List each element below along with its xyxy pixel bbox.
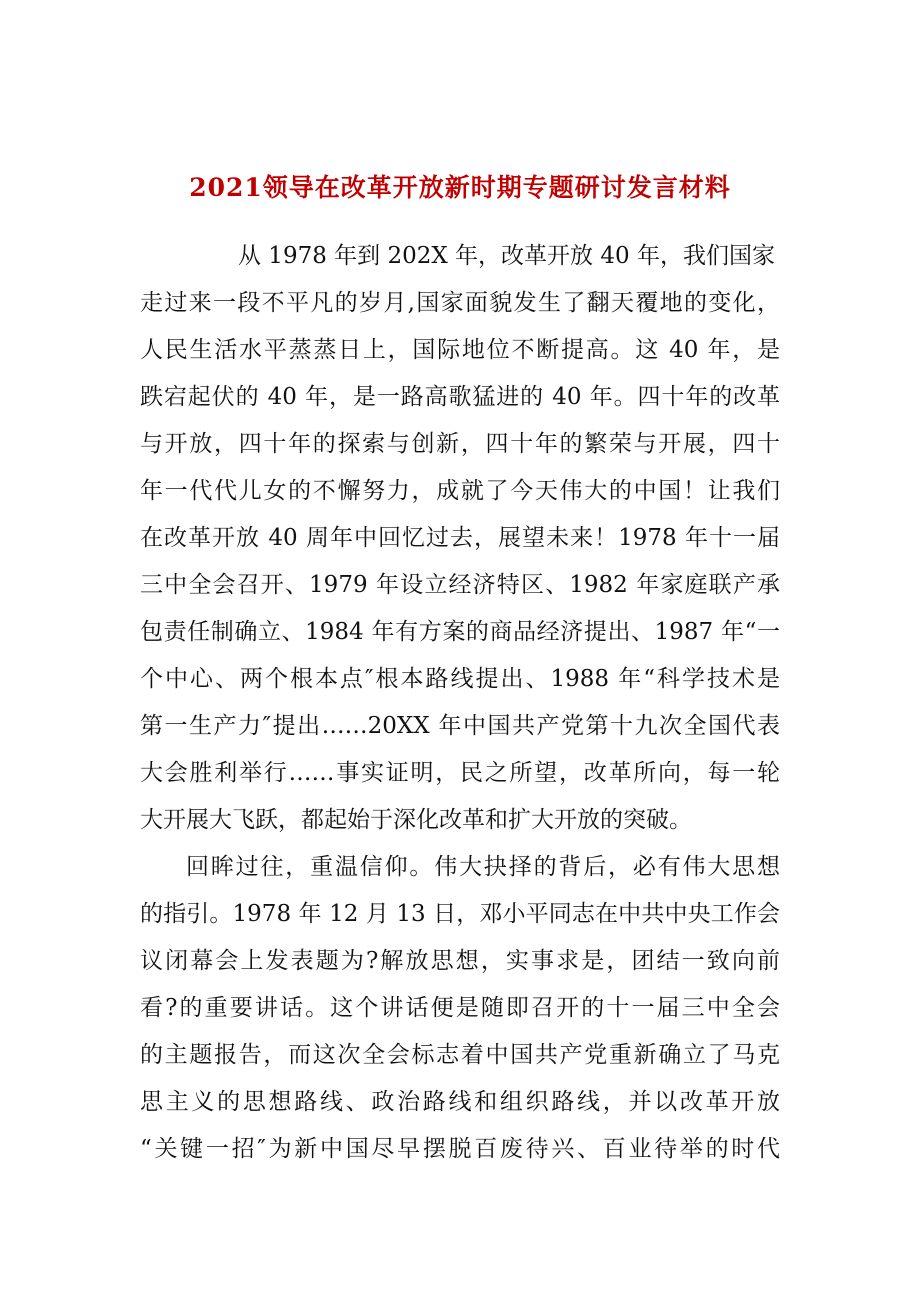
paragraph-line: 回眸过往，重温信仰。伟大抉择的背后，必有伟大思想 (186, 854, 780, 880)
paragraph-line: 与开放，四十年的探索与创新，四十年的繁荣与开展，四十 (140, 431, 780, 457)
paragraph-line: 跌宕起伏的 40 年，是一路高歌猛进的 40 年。四十年的改革 (140, 384, 780, 410)
paragraph-line: 个中心、两个根本点″根本路线提出、1988 年“科学技术是 (140, 666, 780, 692)
paragraph-line: 第一生产力″提出……20XX 年中国共产党第十九次全国代表 (140, 713, 780, 739)
document-title: 2021领导在改革开放新时期专题研讨发言材料 (189, 173, 731, 202)
paragraph-line: 三中全会召开、1979 年设立经济特区、1982 年家庭联产承 (140, 572, 780, 598)
paragraph-line: 议闭幕会上发表题为?解放思想，实事求是，团结一致向前 (140, 948, 780, 974)
paragraph-line: 的指引。1978 年 12 月 13 日，邓小平同志在中共中央工作会 (140, 901, 780, 927)
paragraph-line: 大开展大飞跃，都起始于深化改革和扩大开放的突破。 (140, 807, 692, 833)
paragraph-1 (140, 233, 780, 844)
paragraph-line: 的主题报告，而这次全会标志着中国共产党重新确立了马克 (140, 1042, 780, 1068)
paragraph-line: 从 1978 年到 202X 年，改革开放 40 年，我们国家 (238, 243, 775, 269)
paragraph-2 (140, 844, 780, 1173)
paragraph-line: 思主义的思想路线、政治路线和组织路线，并以改革开放 (140, 1089, 780, 1115)
paragraph-line: 人民生活水平蒸蒸日上，国际地位不断提高。这 40 年，是 (140, 337, 780, 363)
paragraph-line: 在改革开放 40 周年中回忆过去，展望未来！1978 年十一届 (140, 525, 780, 551)
paragraph-line: 包责任制确立、1984 年有方案的商品经济提出、1987 年“一 (140, 619, 780, 645)
paragraph-line: 年一代代儿女的不懈努力，成就了今天伟大的中国！让我们 (140, 478, 780, 504)
document-body (140, 233, 780, 1173)
paragraph-line: 看?的重要讲话。这个讲话便是随即召开的十一届三中全会 (140, 995, 780, 1021)
paragraph-line: 大会胜利举行……事实证明，民之所望，改革所向，每一轮 (140, 760, 780, 786)
paragraph-line: “关键一招″为新中国尽早摆脱百废待兴、百业待举的时代 (140, 1136, 780, 1162)
paragraph-line: 走过来一段不平凡的岁月,国家面貌发生了翻天覆地的变化， (140, 290, 780, 316)
